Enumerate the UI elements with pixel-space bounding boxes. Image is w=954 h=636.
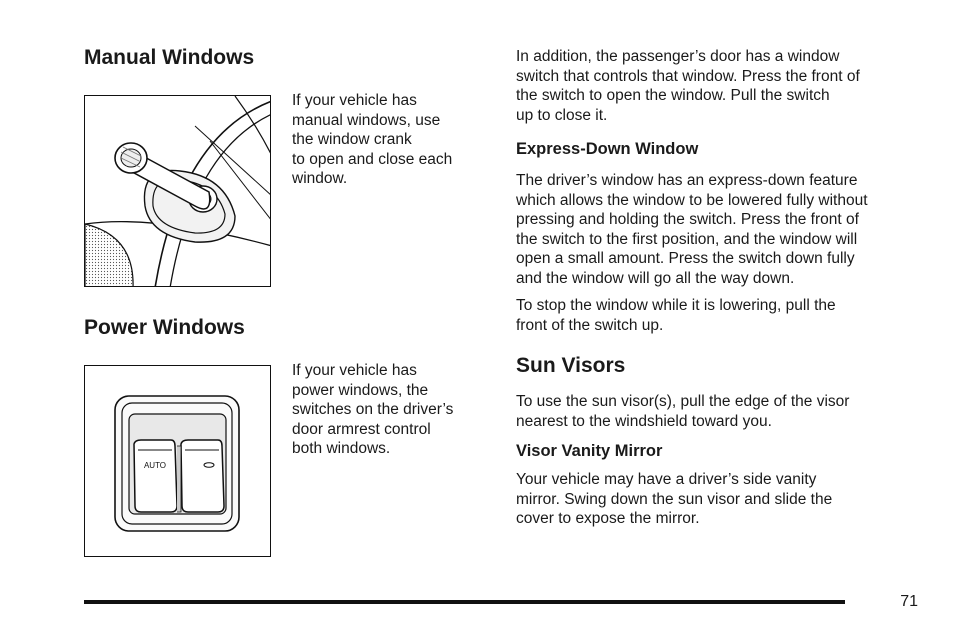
- auto-label: AUTO: [143, 461, 167, 470]
- passenger-switch-text: In addition, the passenger’s door has a window switch that controls that window. Press the front of the switch to open the window. Pull the switch up to close it.: [516, 48, 860, 124]
- stop-window-text: To stop the window while it is lowering, pull the front of the switch up.: [516, 297, 836, 334]
- power-windows-text: If your vehicle has power windows, the switches on the driver’s door armrest control both windows.: [292, 362, 454, 458]
- power-window-switch-illustration: [84, 365, 271, 557]
- window-switch-icon: [85, 366, 271, 557]
- window-crank-icon: [85, 96, 271, 287]
- manual-windows-text: If your vehicle has manual windows, use the window crank to open and close each window.: [292, 92, 453, 188]
- power-windows-heading: Power Windows: [84, 316, 245, 339]
- page-number: 71: [900, 593, 918, 610]
- visor-vanity-mirror-heading: Visor Vanity Mirror: [516, 442, 663, 460]
- express-down-text: The driver’s window has an express-down feature which allows the window to be lowered fully without pressing and holding the switch. Press the front of the switch to the first position, and the window will open a small amount. Press the switch down fully and the window will go all the way down.: [516, 172, 868, 287]
- manual-windows-heading: Manual Windows: [84, 46, 255, 69]
- sun-visors-heading: Sun Visors: [516, 354, 626, 377]
- visor-vanity-mirror-text: Your vehicle may have a driver’s side vanity mirror. Swing down the sun visor and slide the cover to expose the mirror.: [516, 471, 833, 528]
- sun-visors-text: To use the sun visor(s), pull the edge of the visor nearest to the windshield toward you.: [516, 393, 850, 430]
- express-down-heading: Express-Down Window: [516, 140, 699, 158]
- window-crank-illustration: [84, 95, 271, 287]
- footer-rule: [84, 600, 845, 604]
